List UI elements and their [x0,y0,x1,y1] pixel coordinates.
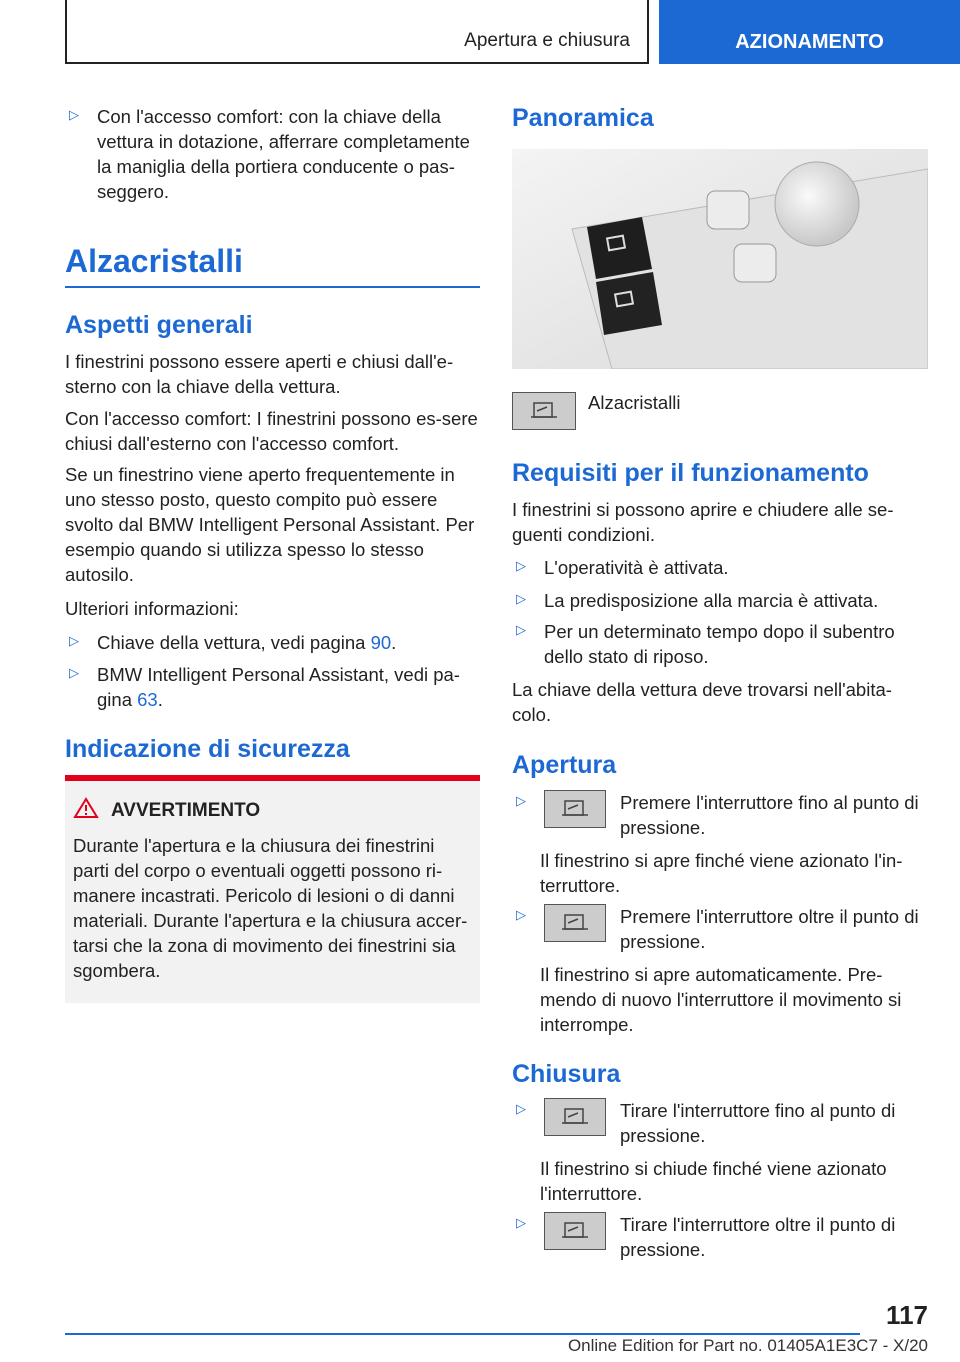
page-link-63[interactable]: 63 [137,689,158,710]
triangle-right-icon: ▷ [69,665,79,680]
window-switch-icon [512,392,576,430]
window-switch-icon [544,1098,606,1136]
list-item [65,104,480,204]
header-chapter-tab[interactable]: AZIONAMENTO [659,0,960,64]
list-item: ▷ BMW Intelligent Personal Assistant, vedi pa-gina 63. [65,662,480,712]
page-number: 117 [886,1300,928,1330]
title-rule [65,286,480,288]
triangle-right-icon: ▷ [516,558,526,573]
window-switch-icon [544,790,606,828]
window-switch-icon [544,904,606,942]
paragraph: I finestrini possono essere aperti e chiusi dall'e-sterno con la chiave della vettura. [65,351,454,397]
list-item: ▷ Per un determinato tempo dopo il subentro dello stato di riposo. [512,619,928,669]
intro-bullet-text: Con l'accesso comfort: con la chiave della vettura in dotazione, afferrare completamente la maniglia della portiera conducente o pas-seggero. [97,106,470,202]
window-switch-icon [544,1212,606,1250]
step-item: ▷ Tirare l'interruttore oltre il punto di pressione. [512,1212,928,1262]
warning-box [65,775,480,1003]
section-heading-safety: Indicazione di sicurezza [65,735,350,763]
paragraph: Se un finestrino viene aperto frequentemente in uno stesso posto, questo compito può essere svolto dal BMW Intelligent Personal Assistant. Per esempio quando si utilizza spesso lo stesso autosilo. [65,464,475,585]
link-text: BMW Intelligent Personal Assistant, vedi pa-gina [97,664,460,710]
legend-row [512,392,681,430]
legend-label: Alzacristalli [588,392,681,413]
footer-edition: Online Edition for Part no. 01405A1E3C7 - X/20 [567,1336,928,1355]
triangle-right-icon: ▷ [69,633,79,648]
triangle-right-icon: ▷ [516,1215,526,1230]
page-link-90[interactable]: 90 [370,632,392,653]
triangle-right-icon: ▷ [516,907,526,922]
paragraph: Ulteriori informazioni: [65,598,239,619]
section-heading-closing: Chiusura [512,1060,621,1088]
section-heading-overview: Panoramica [512,104,654,132]
triangle-right-icon: ▷ [516,591,526,606]
step-item: ▷ Premere l'interruttore oltre il punto di pressione. Il finestrino si apre automaticamente. Pre-mendo di nuovo l'interruttore il movimento si interrompe. [512,904,928,1037]
warning-body: Durante l'apertura e la chiusura dei finestrini parti del corpo o eventuali oggetti possono ri-manere incastrati. Pericolo di lesioni o di danni materiali. Durante l'apertura e la chiusura accer-tarsi che la zona di movimento dei finestrini sia sgombera. [73,835,468,981]
paragraph: I finestrini si possono aprire e chiudere alle se-guenti condizioni. [512,499,894,545]
section-heading-requirements: Requisiti per il funzionamento [512,459,869,487]
list-item: ▷ La predisposizione alla marcia è attivata. [512,588,928,613]
section-heading-general: Aspetti generali [65,311,253,339]
step-item: ▷ Premere l'interruttore fino al punto di pressione. Il finestrino si apre finché viene azionato l'in-terruttore. [512,790,928,898]
warning-title: AVVERTIMENTO [111,800,261,821]
warning-triangle-icon [73,797,111,825]
triangle-right-icon: ▷ [516,622,526,637]
footer-rule [65,1333,860,1335]
triangle-right-icon: ▷ [516,793,526,808]
triangle-right-icon: ▷ [69,107,79,122]
link-text: Chiave della vettura, vedi pagina [97,632,371,653]
paragraph: Con l'accesso comfort: I finestrini possono es-sere chiusi dall'esterno con l'accesso comfort. [65,408,478,454]
list-item: ▷ L'operatività è attivata. [512,555,928,580]
page-title: Alzacristalli [65,243,243,279]
triangle-right-icon: ▷ [516,1101,526,1116]
step-item: ▷ Tirare l'interruttore fino al punto di pressione. Il finestrino si chiude finché viene azionato l'interruttore. [512,1098,928,1206]
list-item: ▷ Chiave della vettura, vedi pagina 90. [65,630,480,655]
paragraph: La chiave della vettura deve trovarsi nell'abita-colo. [512,679,892,725]
header-section-title: Apertura e chiusura [464,30,630,51]
window-switch-photo [512,149,928,369]
section-heading-opening: Apertura [512,751,617,779]
